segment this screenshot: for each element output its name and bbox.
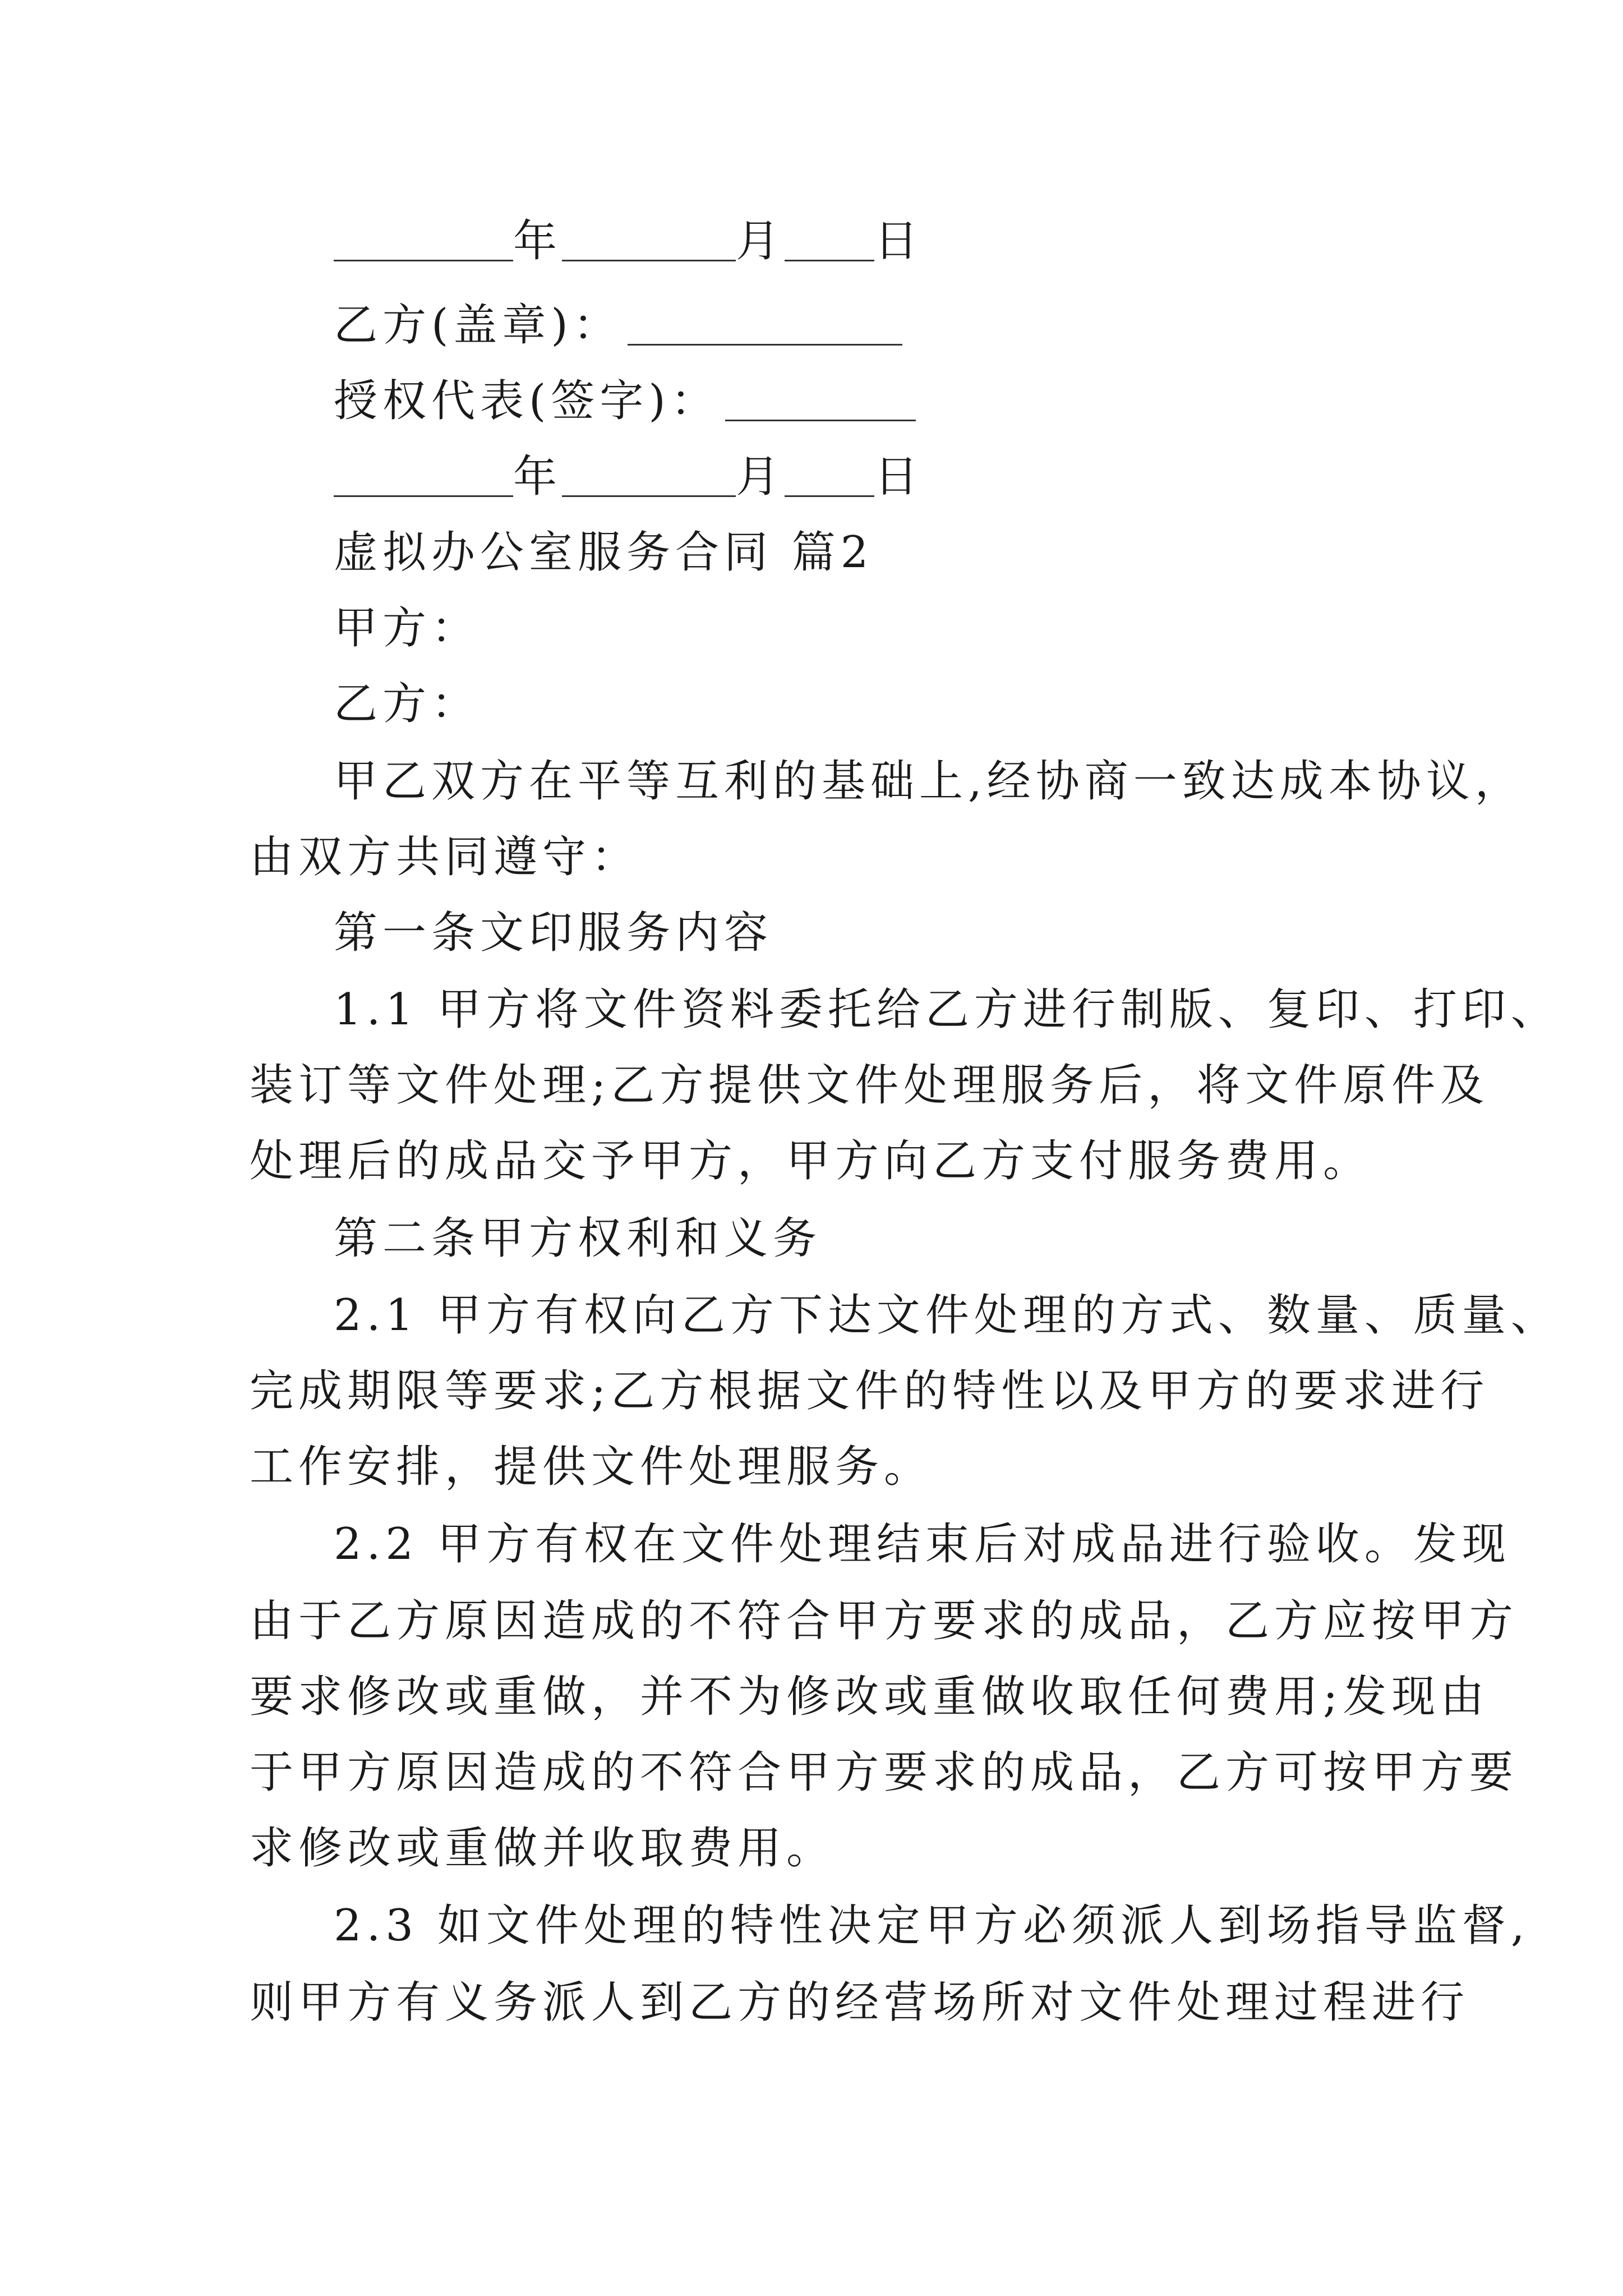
party-b-seal-label: 乙方(盖章)：: [334, 300, 622, 351]
date-line-2: [334, 449, 923, 505]
intro-line: 由双方共同遵守：: [250, 832, 640, 882]
clause-line: 装订等文件处理;乙方提供文件处理服务后，将文件原件及: [250, 1060, 1490, 1111]
clause-line: 1.1 甲方将文件资料委托给乙方进行制版、复印、打印、: [334, 984, 1560, 1035]
day-label: 日: [874, 452, 924, 502]
party-b-label: 乙方：: [334, 679, 481, 729]
clause-line: 于甲方原因造成的不符合甲方要求的成品，乙方可按甲方要: [250, 1747, 1519, 1798]
month-label: 月: [736, 452, 785, 502]
month-blank: [562, 456, 736, 497]
date-line-1: [334, 213, 923, 269]
authorized-rep-label: 授权代表(签字)：: [334, 376, 720, 426]
clause-line: 由于乙方原因造成的不符合甲方要求的成品，乙方应按甲方: [250, 1596, 1519, 1646]
clause-line: 完成期限等要求;乙方根据文件的特性以及甲方的要求进行: [250, 1366, 1490, 1416]
intro-line: 甲乙双方在平等互利的基础上,经协商一致达成本协议，: [334, 756, 1524, 807]
day-label: 日: [874, 216, 924, 266]
contract-title: 虚拟办公室服务合同 篇2: [334, 527, 874, 578]
authorized-rep-line: [334, 373, 916, 429]
day-blank: [785, 456, 874, 497]
clause-line: 则甲方有义务派人到乙方的经营场所对文件处理过程进行: [250, 1977, 1470, 2028]
clause-line: 处理后的成品交予甲方，甲方向乙方支付服务费用。: [250, 1136, 1372, 1186]
clause-line: 求修改或重做并收取费用。: [250, 1823, 836, 1874]
clause-line: 2.2 甲方有权在文件处理结束后对成品进行验收。发现: [334, 1519, 1511, 1570]
clause-line: 工作安排，提供文件处理服务。: [250, 1442, 933, 1492]
year-label: 年: [513, 216, 562, 266]
party-a-label: 甲方：: [334, 603, 481, 654]
party-b-seal-blank: [628, 305, 902, 346]
clause-line: 2.3 如文件处理的特性决定甲方必须派人到场指导监督,: [334, 1901, 1530, 1951]
day-blank: [785, 220, 874, 261]
article-heading: 第一条文印服务内容: [334, 908, 773, 958]
month-label: 月: [736, 216, 785, 266]
clause-line: 2.1 甲方有权向乙方下达文件处理的方式、数量、质量、: [334, 1290, 1560, 1341]
year-label: 年: [513, 452, 562, 502]
party-b-seal-line: [334, 297, 902, 353]
year-blank: [334, 456, 513, 497]
authorized-rep-blank: [725, 380, 916, 421]
article-heading: 第二条甲方权利和义务: [334, 1213, 822, 1264]
clause-line: 要求修改或重做，并不为修改或重做收取任何费用;发现由: [250, 1672, 1490, 1722]
month-blank: [562, 220, 736, 261]
year-blank: [334, 220, 513, 261]
